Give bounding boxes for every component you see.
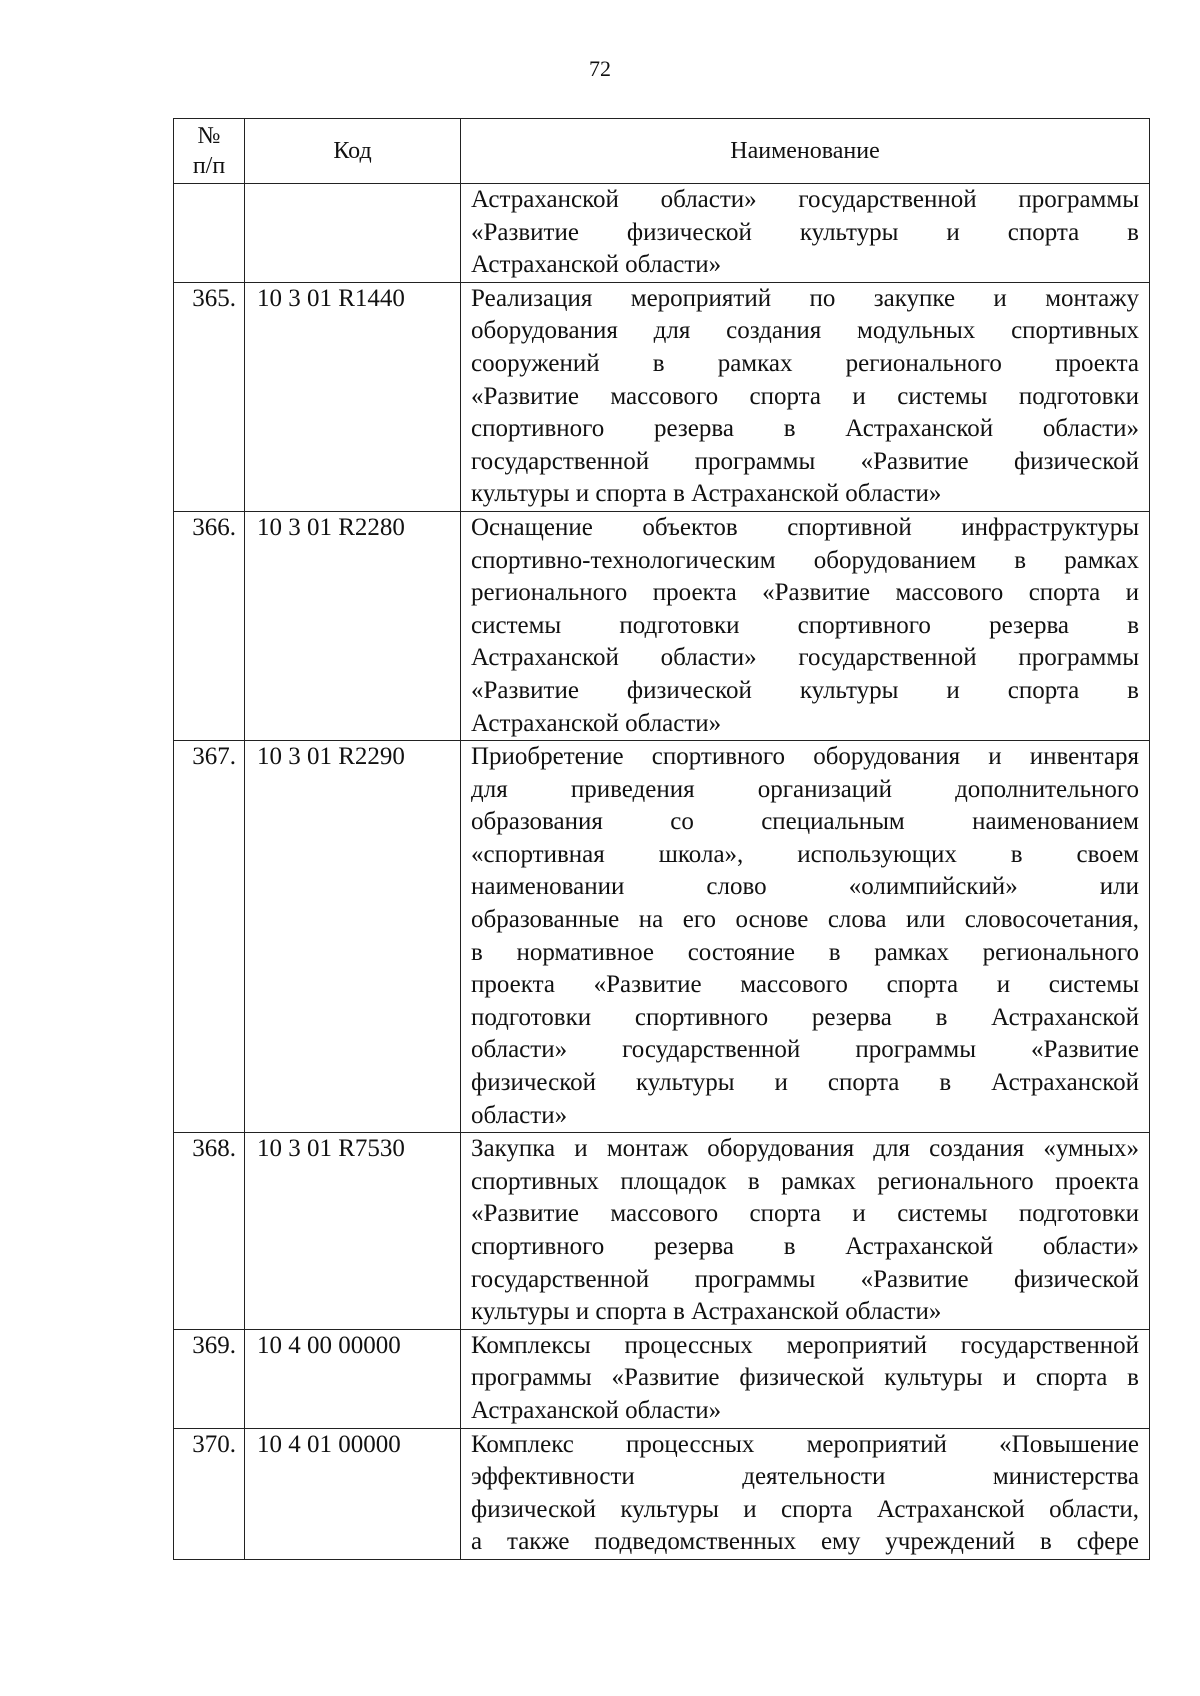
name-line: системы подготовки спортивного резерва в <box>471 611 1139 639</box>
table-row <box>174 741 1150 1133</box>
table-row <box>174 1133 1150 1330</box>
row-code: 10 3 01 R2290 <box>245 741 461 1133</box>
name-line: «Развитие физической культуры и спорта в <box>471 218 1139 246</box>
name-line: области» <box>471 1101 568 1129</box>
row-name <box>461 511 1150 740</box>
name-line: Комплекс процессных мероприятий «Повышение <box>471 1430 1139 1458</box>
name-line: Комплексы процессных мероприятий государственной <box>471 1331 1139 1359</box>
header-number: № п/п <box>174 119 245 184</box>
name-line: Астраханской области» государственной программы <box>471 186 1139 213</box>
table-row <box>174 282 1150 511</box>
budget-code-table <box>173 118 1150 1560</box>
name-line: спортивного резерва в Астраханской области» <box>471 1233 1139 1260</box>
name-line: «Развитие массового спорта и системы подготовки <box>471 1200 1139 1228</box>
table-body <box>174 184 1150 1560</box>
name-line: сооружений в рамках регионального проекта <box>471 349 1139 377</box>
name-line: образованные на его основе слова или словосочетания, <box>471 906 1139 934</box>
row-code <box>245 184 461 283</box>
name-line: в нормативное состояние в рамках регионального <box>471 938 1139 966</box>
row-code: 10 3 01 R1440 <box>245 282 461 511</box>
name-line: физической культуры и спорта в Астраханской <box>471 1069 1139 1097</box>
name-line: Оснащение объектов спортивной инфраструктуры <box>471 513 1139 541</box>
row-name <box>461 1133 1150 1330</box>
name-line: проекта «Развитие массового спорта и системы <box>471 971 1139 999</box>
header-name: Наименование <box>461 119 1150 184</box>
name-line: культуры и спорта в Астраханской области» <box>471 480 942 508</box>
name-line: оборудования для создания модульных спортивных <box>471 317 1139 345</box>
table-row <box>174 1329 1150 1428</box>
header-code: Код <box>245 119 461 184</box>
row-number <box>174 184 245 283</box>
name-line: программы «Развитие физической культуры и спорта в <box>471 1364 1139 1392</box>
name-line: Астраханской области» государственной программы <box>471 644 1139 672</box>
name-line: Приобретение спортивного оборудования и инвентаря <box>471 743 1139 771</box>
name-line: Астраханской области» <box>471 709 722 737</box>
name-line: Закупка и монтаж оборудования для создания «умных» <box>471 1135 1139 1163</box>
name-line: Реализация мероприятий по закупке и монтажу <box>471 284 1139 312</box>
name-line: подготовки спортивного резерва в Астраханской <box>471 1003 1139 1031</box>
row-name <box>461 282 1150 511</box>
name-line: области» государственной программы «Развитие <box>471 1036 1139 1064</box>
name-line: наименовании слово «олимпийский» или <box>471 873 1139 901</box>
row-code: 10 4 01 00000 <box>245 1428 461 1559</box>
name-line: спортивно-технологическим оборудованием в рамках <box>471 546 1139 574</box>
name-line: государственной программы «Развитие физической <box>471 1265 1139 1293</box>
name-line: физической культуры и спорта Астраханской области, <box>471 1495 1139 1523</box>
row-code: 10 3 01 R7530 <box>245 1133 461 1330</box>
row-number: 365. <box>174 282 245 511</box>
table-header-row <box>174 119 1150 184</box>
name-line: регионального проекта «Развитие массового спорта и <box>471 579 1139 607</box>
row-code: 10 3 01 R2280 <box>245 511 461 740</box>
row-name <box>461 741 1150 1133</box>
row-name <box>461 184 1150 283</box>
row-name <box>461 1428 1150 1559</box>
name-line: «Развитие массового спорта и системы подготовки <box>471 382 1139 410</box>
name-line: эффективности деятельности министерства <box>471 1463 1139 1491</box>
name-line: спортивных площадок в рамках регионального проекта <box>471 1167 1139 1195</box>
row-code: 10 4 00 00000 <box>245 1329 461 1428</box>
page-number: 72 <box>589 56 611 81</box>
name-line: а также подведомственных ему учреждений в сфере <box>471 1528 1139 1556</box>
name-line: «Развитие физической культуры и спорта в <box>471 676 1139 704</box>
row-number: 369. <box>174 1329 245 1428</box>
row-number: 366. <box>174 511 245 740</box>
name-line: культуры и спорта в Астраханской области» <box>471 1298 942 1326</box>
name-line: спортивного резерва в Астраханской области» <box>471 415 1139 443</box>
name-line: государственной программы «Развитие физической <box>471 447 1139 475</box>
name-line: Астраханской области» <box>471 1396 722 1424</box>
table-row <box>174 1428 1150 1559</box>
name-line: «спортивная школа», использующих в своем <box>471 840 1139 868</box>
row-name <box>461 1329 1150 1428</box>
row-number: 367. <box>174 741 245 1133</box>
table-row <box>174 184 1150 283</box>
name-line: образования со специальным наименованием <box>471 808 1139 836</box>
row-number: 370. <box>174 1428 245 1559</box>
table-row <box>174 511 1150 740</box>
name-line: для приведения организаций дополнительного <box>471 775 1139 803</box>
row-number: 368. <box>174 1133 245 1330</box>
name-line: Астраханской области» <box>471 251 722 279</box>
